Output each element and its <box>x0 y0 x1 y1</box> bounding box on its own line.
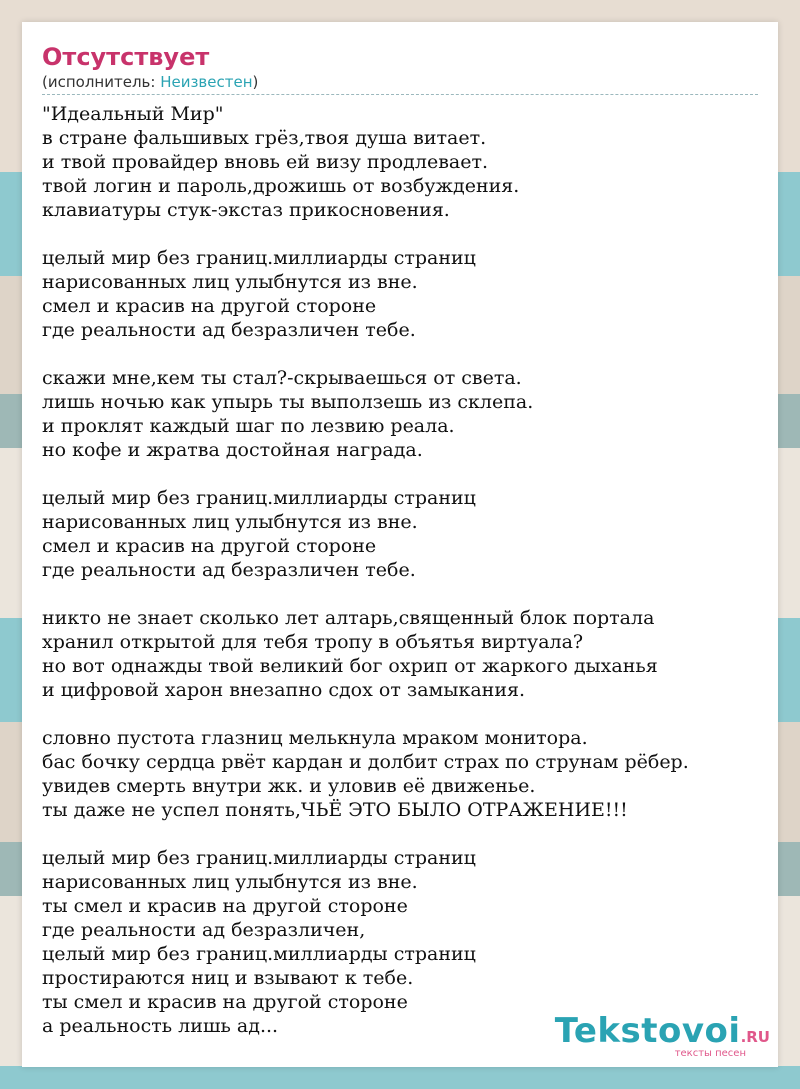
lyric-line: простираются ниц и взывают к тебе. <box>42 967 414 989</box>
lyric-line: и проклят каждый шаг по лезвию реала. <box>42 415 455 437</box>
lyric-line: и цифровой харон внезапно сдох от замыкания. <box>42 679 526 701</box>
stanza-break <box>42 222 758 246</box>
lyric-line: ты смел и красив на другой стороне <box>42 895 408 917</box>
lyric-line: твой логин и пароль,дрожишь от возбуждения. <box>42 175 520 197</box>
song-header <box>42 42 758 95</box>
stanza-break <box>42 582 758 606</box>
lyric-line: бас бочку сердца рвёт кардан и долбит страх по струнам рёбер. <box>42 751 689 773</box>
site-logo[interactable] <box>554 1011 770 1059</box>
lyric-line: где реальности ад безразличен, <box>42 919 366 941</box>
stanza-break <box>42 822 758 846</box>
lyric-line: в стране фальшивых грёз,твоя душа витает. <box>42 127 487 149</box>
artist-suffix: ) <box>252 73 259 91</box>
lyric-line: целый мир без границ.миллиарды страниц <box>42 847 476 869</box>
logo-tld: .RU <box>740 1028 770 1046</box>
lyric-line: лишь ночью как упырь ты выползешь из склепа. <box>42 391 534 413</box>
lyrics-card <box>22 22 778 1067</box>
logo-name: Tekstovoi <box>554 1011 741 1051</box>
lyric-line: но вот однажды твой великий бог охрип от жаркого дыханья <box>42 655 658 677</box>
lyric-line: и твой провайдер вновь ей визу продлевает. <box>42 151 489 173</box>
lyric-line: нарисованных лиц улыбнутся из вне. <box>42 271 418 293</box>
stanza-break <box>42 342 758 366</box>
artist-prefix: (исполнитель: <box>42 73 161 91</box>
lyric-line: хранил открытой для тебя тропу в объятья виртуала? <box>42 631 584 653</box>
lyric-line: целый мир без границ.миллиарды страниц <box>42 247 476 269</box>
stanza-break <box>42 462 758 486</box>
lyric-line: скажи мне,кем ты стал?-скрываешься от света. <box>42 367 522 389</box>
song-title: Отсутствует <box>42 43 210 71</box>
lyric-line: нарисованных лиц улыбнутся из вне. <box>42 871 418 893</box>
lyric-line: словно пустота глазниц мелькнула мраком монитора. <box>42 727 588 749</box>
artist-link[interactable]: Неизвестен <box>160 73 253 91</box>
lyric-line: никто не знает сколько лет алтарь,священный блок портала <box>42 607 655 629</box>
logo-tagline: тексты песен <box>674 1048 746 1059</box>
lyric-line: ты смел и красив на другой стороне <box>42 991 408 1013</box>
lyric-line: ты даже не успел понять,ЧЬЁ ЭТО БЫЛО ОТРАЖЕНИЕ!!! <box>42 799 628 821</box>
lyric-line: "Идеальный Мир" <box>42 103 224 125</box>
lyric-line: клавиатуры стук-экстаз прикосновения. <box>42 199 450 221</box>
lyric-line: а реальность лишь ад... <box>42 1015 279 1037</box>
lyric-line: целый мир без границ.миллиарды страниц <box>42 487 476 509</box>
lyric-line: увидев смерть внутри жк. и уловив её движенье. <box>42 775 536 797</box>
lyric-line: где реальности ад безразличен тебе. <box>42 319 416 341</box>
lyric-line: нарисованных лиц улыбнутся из вне. <box>42 511 418 533</box>
lyric-line: смел и красив на другой стороне <box>42 535 377 557</box>
lyric-line: где реальности ад безразличен тебе. <box>42 559 416 581</box>
stanza-break <box>42 702 758 726</box>
lyric-line: целый мир без границ.миллиарды страниц <box>42 943 476 965</box>
artist-line <box>42 72 758 92</box>
lyric-line: но кофе и жратва достойная награда. <box>42 439 423 461</box>
lyrics-text <box>42 102 758 1038</box>
lyric-line: смел и красив на другой стороне <box>42 295 377 317</box>
